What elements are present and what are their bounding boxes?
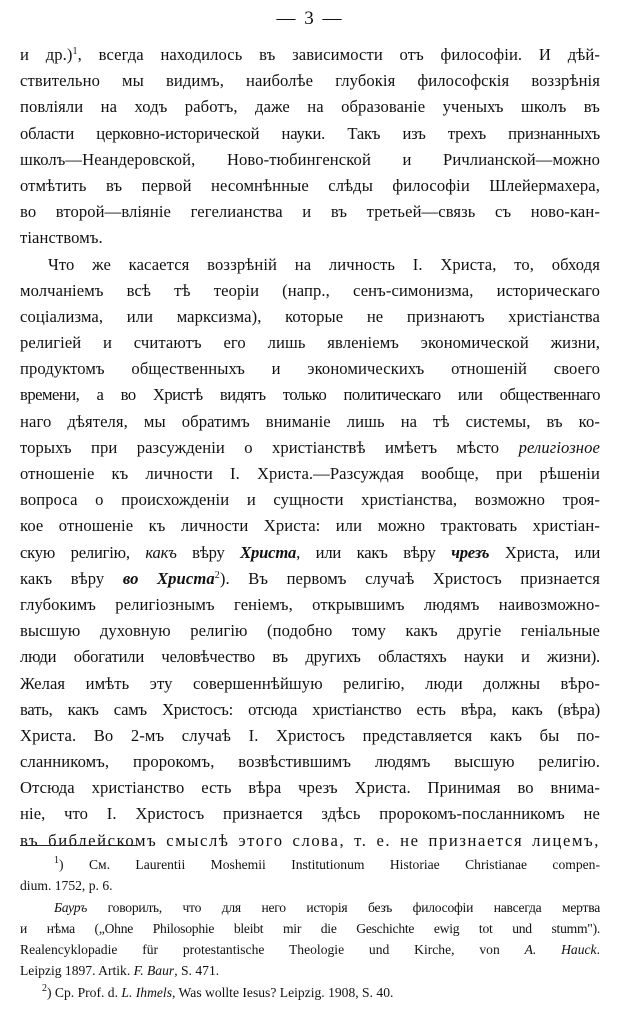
- text-line: ніе, что І. Христосъ признается здѣсь пророкомъ-посланникомъ не: [20, 804, 600, 824]
- footnote-line: [20, 982, 600, 1003]
- text-line: люди обогатили человѣчество въ другихъ областяхъ науки и жизни).: [20, 647, 600, 667]
- text-line: Желая имѣть эту совершеннѣйшую религію, люди должны вѣро-: [20, 673, 600, 693]
- text-line: отношеніе къ личности І. Христа.—Разсуждая вообще, при рѣшеніи: [20, 464, 600, 483]
- text-run: скую религію,: [20, 542, 146, 562]
- text-run: , Was wollte Iesus? Leipzig. 1908, S. 40.: [172, 984, 394, 1000]
- text-line: Христа. Во 2-мъ случаѣ І. Христосъ представляется какъ бы по-: [20, 725, 600, 745]
- text-line: молчаніемъ всѣ тѣ теоріи (напр., сенъ-симонизма, историческаго: [20, 280, 600, 300]
- footnote-line: [20, 854, 600, 875]
- emphasis-text: во Христа: [122, 568, 215, 588]
- footnote-divider: [20, 845, 138, 846]
- text-line: школъ—Неандеровской, Ново-тюбингенской и Ричлианской—можно: [20, 149, 600, 169]
- text-line: [20, 566, 600, 592]
- text-line: области церковно-исторической науки. Такъ изъ трехъ признанныхъ: [20, 123, 600, 143]
- text-line: въ библейскомъ смыслѣ этого слова, т. е. не признается лицемъ,: [20, 830, 600, 850]
- footnote-number: 1: [54, 855, 59, 866]
- text-line: высшую духовную религію (подобно тому какъ другіе геніальные: [20, 621, 600, 641]
- text-run: ) Cp. Prof. d.: [47, 984, 122, 1000]
- emphasis-text: Христа: [240, 542, 297, 562]
- footnote-line: dium. 1752, p. 6.: [20, 878, 113, 894]
- text-line: кое отношеніе къ личности Христа: или можно трактовать христіан-: [20, 516, 600, 536]
- footnote-marker[interactable]: 1: [72, 46, 78, 57]
- text-line: во второй—вліяніе гегелианства и въ третьей—связь съ ново-кан-: [20, 202, 600, 222]
- text-line: времени, а во Христѣ видятъ только политическаго или общественнаго: [20, 385, 600, 405]
- text-run: , всегда находилось въ зависимости отъ философіи. И дѣй-: [77, 45, 601, 64]
- text-run: торыхъ при разсужденіи о христіанствѣ имѣетъ мѣсто: [20, 437, 519, 457]
- page-number: — 3 —: [276, 8, 344, 29]
- text-line: соціализма, или марксизма), которые не признаютъ христіанства: [20, 306, 600, 326]
- text-run: вѣру: [176, 542, 241, 562]
- text-line: повліяли на ходъ работъ, даже на образованіе ученыхъ школъ въ: [20, 97, 600, 117]
- text-line: [20, 435, 600, 461]
- text-run: .: [596, 942, 600, 958]
- footnote-number: 2: [42, 982, 47, 994]
- emphasis-text: Бауръ: [54, 899, 88, 915]
- text-run: говорилъ, что для него исторія безъ философіи навсегда мертва: [87, 899, 600, 915]
- text-line: религіей и считаютъ его лишь явленіемъ экономической жизни,: [20, 333, 600, 353]
- footnote-line: [20, 960, 600, 981]
- text-line: вать, какъ самъ Христосъ: отсюда христіанство есть вѣра, какъ (вѣра): [20, 699, 600, 719]
- text-run: ). Въ первомъ случаѣ Христосъ признается: [219, 568, 600, 588]
- text-line: Отсюда христіанство есть вѣра чрезъ Христа. Принимая во внима-: [20, 778, 600, 798]
- emphasis-text: L. Ihmels: [121, 984, 172, 1000]
- text-run: Leipzig 1897. Artik.: [20, 963, 134, 979]
- text-run: , или какъ вѣру: [296, 542, 452, 562]
- text-line: продуктомъ общественныхъ и экономическихъ отношеній своего: [20, 359, 600, 379]
- text-line: глубокимъ религіознымъ геніемъ, открывшимъ людямъ наивозможно-: [20, 594, 600, 614]
- text-run: Realencyklopadie für protestantische Theologie und Kirche, von: [20, 942, 525, 958]
- emphasis-text: какъ: [145, 542, 177, 562]
- emphasis-text: A. Hauck: [524, 942, 597, 958]
- text-line: отмѣтить въ первой несомнѣнные слѣды философіи Шлейермахера,: [20, 175, 600, 195]
- text-line: Что же касается воззрѣній на личность І. Христа, то, обходя: [48, 254, 600, 274]
- text-line: тіанствомъ.: [20, 228, 103, 248]
- text-run: ) Cм. Laurentii Moshemii Institutionum Historiae Christianae compen-: [59, 857, 600, 872]
- emphasis-text: религіозное: [518, 437, 600, 457]
- text-line: [20, 42, 600, 68]
- footnote-line: и нѣма („Ohne Philosophie bleibt mir die Geschichte ewig tot und stumm").: [20, 920, 600, 936]
- text-line: [20, 540, 600, 566]
- text-line: сланникомъ, пророкомъ, возвѣстившимъ людямъ высшую религію.: [20, 752, 600, 772]
- text-run: какъ вѣру: [20, 568, 123, 588]
- footnotes: [20, 854, 600, 1003]
- text-line: наго дѣятеля, мы обратимъ вниманіе лишь на тѣ системы, въ ко-: [20, 411, 600, 431]
- text-run: и др.): [20, 45, 73, 64]
- text-run: , S. 471.: [174, 963, 220, 979]
- emphasis-text: чрезъ: [451, 542, 490, 562]
- emphasis-text: F. Baur: [133, 963, 175, 979]
- footnote-line: [20, 939, 600, 960]
- text-line: вопроса о происхожденіи и сущности христіанства, возможно троя-: [20, 490, 600, 510]
- footnote-marker[interactable]: 2: [214, 569, 220, 581]
- text-line: ствительно мы видимъ, наиболѣе глубокія философскія воззрѣнія: [20, 71, 600, 91]
- footnote-line: [20, 897, 600, 918]
- main-text: [20, 42, 600, 854]
- text-run: Христа, или: [489, 542, 601, 562]
